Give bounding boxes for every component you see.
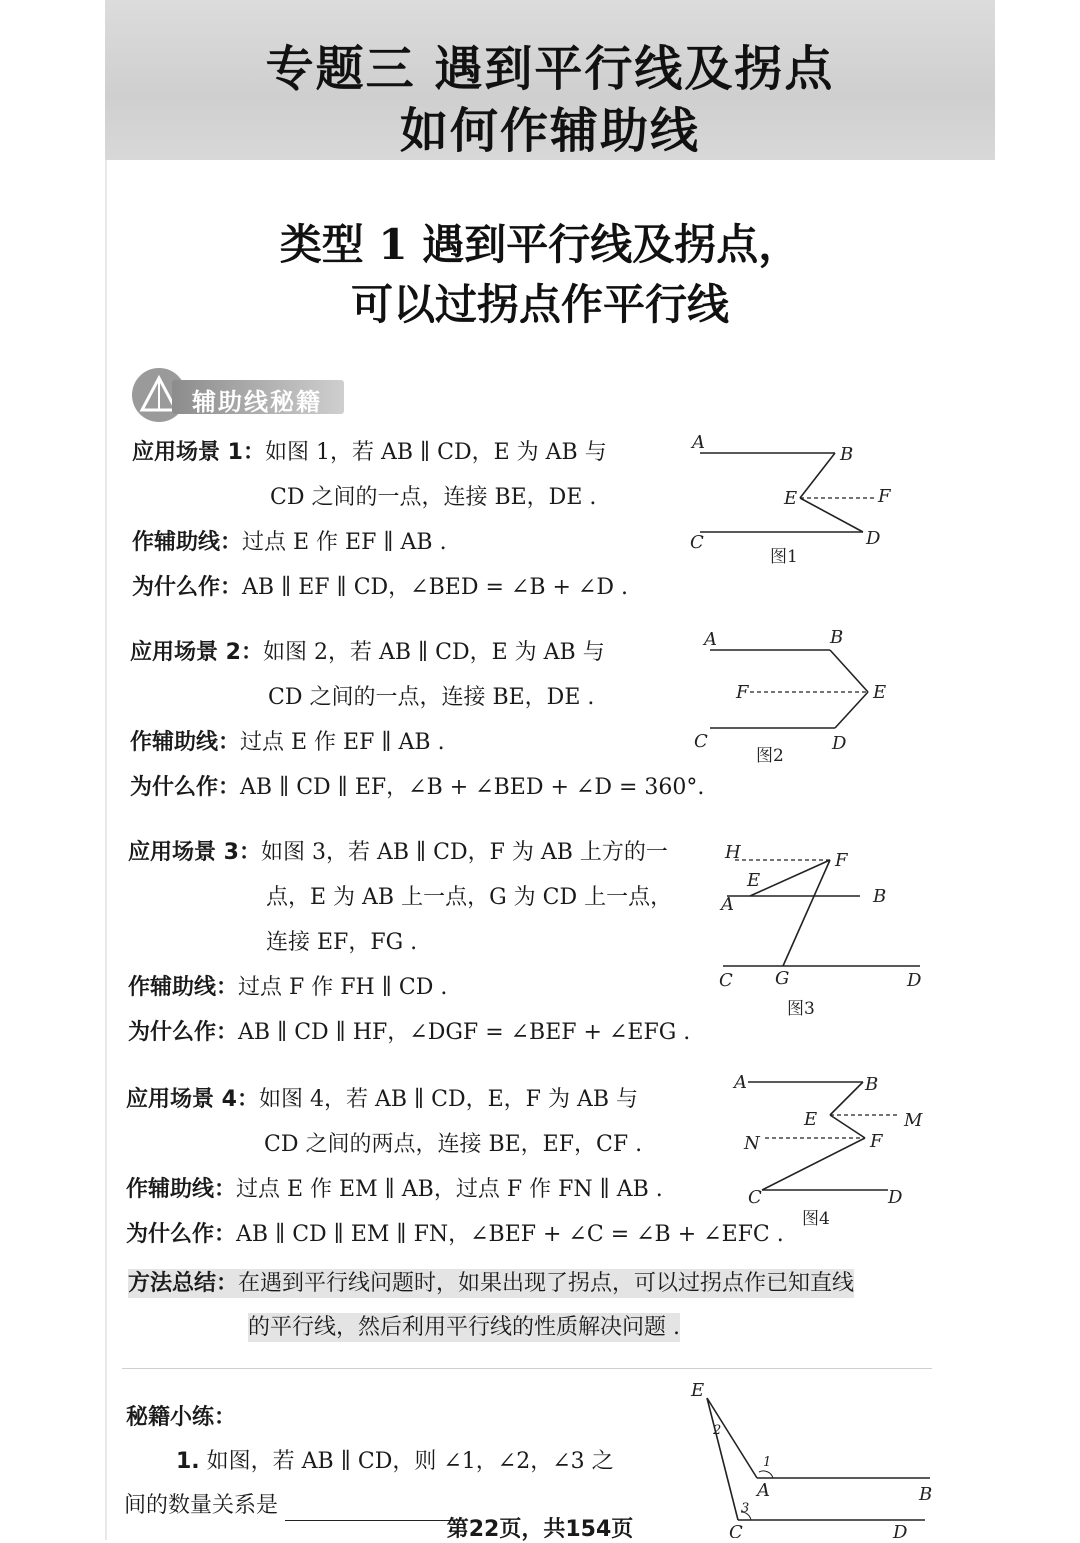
scenario-1-line1: 应用场景 1：如图 1，若 AB ∥ CD，E 为 AB 与 — [132, 440, 607, 465]
fig4-label-E: E — [804, 1109, 818, 1130]
question-1-line1: 1. 如图，若 AB ∥ CD，则 ∠1，∠2，∠3 之 — [176, 1449, 614, 1474]
scenario-1-why: 为什么作：AB ∥ EF ∥ CD，∠BED = ∠B + ∠D . — [132, 575, 628, 600]
fig2-label-D: D — [832, 733, 847, 754]
fig3-label-E: E — [747, 870, 761, 891]
practice-label-E: E — [691, 1380, 705, 1401]
scenario-3-why: 为什么作：AB ∥ CD ∥ HF，∠DGF = ∠BEF + ∠EFG . — [128, 1020, 691, 1045]
section-tag — [132, 368, 344, 418]
fig3-label-G: G — [775, 968, 790, 989]
fig4-label-M: M — [904, 1110, 923, 1131]
summary-line1: 在遇到平行线问题时，如果出现了拐点，可以过拐点作已知直线 — [238, 1271, 855, 1296]
fig1-label-C: C — [690, 532, 704, 553]
fig3-label-C: C — [719, 970, 733, 991]
fig3-caption: 图3 — [787, 999, 815, 1019]
figure-4 — [730, 1070, 930, 1230]
header-banner — [105, 0, 995, 160]
separator — [122, 1368, 932, 1369]
scenario-4-line1: 应用场景 4：如图 4，若 AB ∥ CD，E，F 为 AB 与 — [126, 1087, 638, 1112]
type-heading-line1: 类型 1 遇到平行线及拐点， — [279, 220, 801, 269]
practice-label-A: A — [757, 1480, 770, 1501]
fig2-caption: 图2 — [756, 746, 784, 765]
question-1-line2: 间的数量关系是 — [124, 1491, 455, 1521]
page-title-line1: 专题三 遇到平行线及拐点 — [265, 41, 835, 97]
fig3-label-D: D — [907, 970, 922, 991]
fig4-label-A: A — [734, 1072, 747, 1093]
fig4-caption: 图4 — [802, 1209, 830, 1229]
scenario-4-why: 为什么作：AB ∥ CD ∥ EM ∥ FN，∠BEF + ∠C = ∠B + ∠EFC . — [126, 1222, 784, 1247]
fig1-caption: 图1 — [770, 547, 798, 567]
practice-label-3: 3 — [741, 1501, 750, 1516]
page-footer: 第22页，共154页 — [446, 1517, 634, 1542]
practice-label-C: C — [729, 1522, 743, 1538]
fig2-label-F: F — [736, 682, 749, 703]
fig1-label-B: B — [840, 444, 854, 465]
practice-label-1: 1 — [763, 1455, 772, 1470]
method-summary — [128, 1262, 948, 1350]
summary-label: 方法总结： — [128, 1271, 239, 1296]
scenario-3-line1: 应用场景 3：如图 3，若 AB ∥ CD，F 为 AB 上方的一 — [128, 840, 668, 865]
fig1-label-E: E — [784, 488, 798, 509]
fig4-label-F: F — [870, 1131, 883, 1152]
figure-1 — [680, 430, 910, 570]
summary-line2: 的平行线，然后利用平行线的性质解决问题 . — [248, 1315, 680, 1340]
type-heading-line2: 可以过拐点作平行线 — [350, 280, 729, 329]
scenario-2-line2: CD 之间的一点，连接 BE，DE . — [268, 685, 595, 710]
fig2-label-E: E — [873, 682, 887, 703]
scenario-4-line2: CD 之间的两点，连接 BE，EF，CF . — [264, 1132, 643, 1157]
fig4-label-D: D — [888, 1187, 903, 1208]
page-title-line2: 如何作辅助线 — [399, 103, 700, 159]
fig3-label-H: H — [725, 842, 741, 863]
figure-2 — [690, 625, 910, 765]
scenario-1-line2: CD 之间的一点，连接 BE，DE . — [270, 485, 597, 510]
scenario-3-aux: 作辅助线：过点 F 作 FH ∥ CD . — [128, 975, 448, 1000]
fig3-label-F: F — [835, 850, 848, 871]
fig3-label-B: B — [873, 886, 887, 907]
scenario-3-line2: 点，E 为 AB 上一点，G 为 CD 上一点， — [266, 885, 673, 910]
scenario-3-line3: 连接 EF，FG . — [266, 930, 418, 955]
left-margin-line — [105, 160, 107, 1540]
practice-label-2: 2 — [713, 1423, 722, 1438]
fig1-label-D: D — [866, 528, 881, 549]
fig2-label-C: C — [694, 731, 708, 752]
fig3-label-A: A — [721, 894, 734, 915]
fig4-label-C: C — [748, 1187, 762, 1208]
scenario-2-why: 为什么作：AB ∥ CD ∥ EF，∠B + ∠BED + ∠D = 360°. — [130, 775, 705, 800]
fig1-label-A: A — [692, 432, 705, 453]
scenario-4-aux: 作辅助线：过点 E 作 EM ∥ AB，过点 F 作 FN ∥ AB . — [126, 1177, 663, 1202]
fig2-label-B: B — [830, 627, 844, 648]
scenario-2-line1: 应用场景 2：如图 2，若 AB ∥ CD，E 为 AB 与 — [130, 640, 605, 665]
practice-label-B: B — [919, 1484, 933, 1505]
fig4-label-N: N — [744, 1133, 760, 1154]
fig1-label-F: F — [878, 486, 891, 507]
fig2-label-A: A — [704, 629, 717, 650]
practice-label-D: D — [893, 1522, 908, 1538]
fig4-label-B: B — [865, 1074, 879, 1095]
scenario-2-aux: 作辅助线：过点 E 作 EF ∥ AB . — [130, 730, 445, 755]
scenario-1-aux: 作辅助线：过点 E 作 EF ∥ AB . — [132, 530, 447, 555]
section-tag-label: 辅助线秘籍 — [192, 388, 322, 416]
figure-3 — [715, 838, 945, 1023]
practice-label: 秘籍小练： — [126, 1405, 237, 1430]
